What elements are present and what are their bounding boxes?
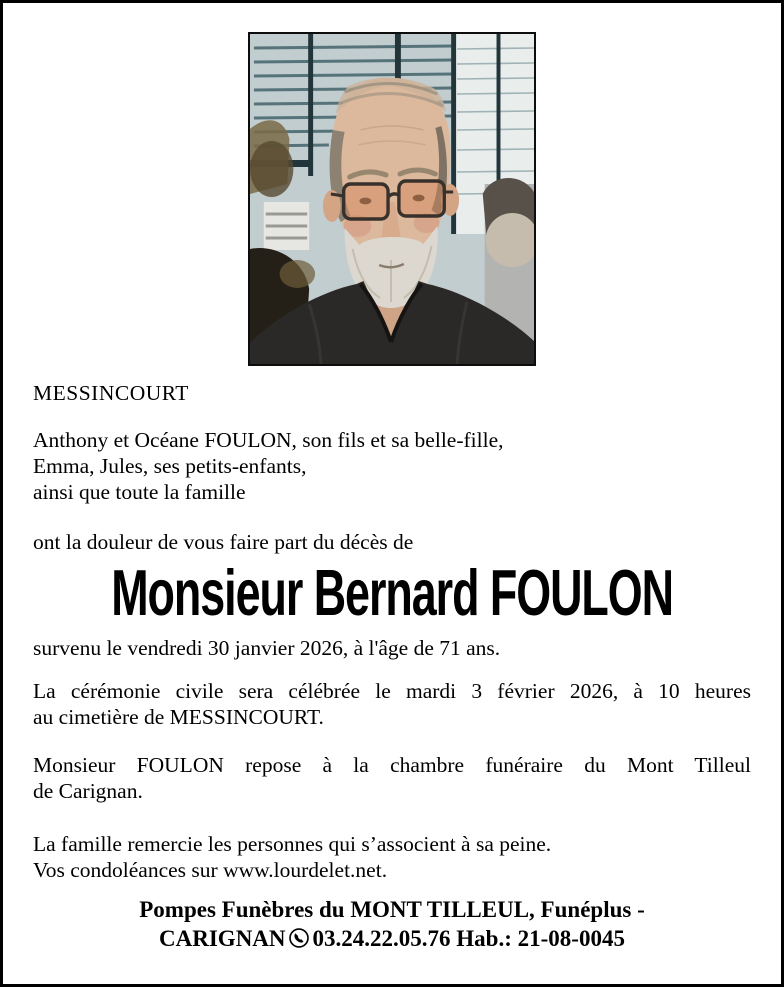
portrait-illustration <box>250 34 534 364</box>
family-line: Anthony et Océane FOULON, son fils et sa belle-fille, <box>33 428 504 452</box>
ceremony-line: au cimetière de MESSINCOURT. <box>33 705 324 729</box>
funeral-home-footer <box>33 895 751 953</box>
funeral-home-contact <box>33 924 751 953</box>
funeral-home-name: Pompes Funèbres du MONT TILLEUL, Funéplus - <box>139 897 645 922</box>
phone-icon <box>288 927 310 949</box>
deceased-name-title: Monsieur Bernard FOULON <box>111 556 673 629</box>
family-line: Emma, Jules, ses petits-enfants, <box>33 454 307 478</box>
family-lines <box>33 427 751 505</box>
license-number: Hab.: 21-08-0045 <box>456 926 625 951</box>
ceremony-line: La cérémonie civile sera célébrée le mardi 3 février 2026, à 10 heures <box>33 679 751 703</box>
thanks-line: La famille remercie les personnes qui s’associent à sa peine. <box>33 832 552 856</box>
repose-line: Monsieur FOULON repose à la chambre funéraire du Mont Tilleul <box>33 753 751 777</box>
ceremony-paragraph <box>33 678 751 730</box>
repose-line: de Carignan. <box>33 779 143 803</box>
portrait-photo <box>248 32 536 366</box>
condolences-line: Vos condoléances sur www.lourdelet.net. <box>33 858 388 882</box>
phone-number: 03.24.22.05.76 <box>312 926 451 951</box>
death-date-text: survenu le vendredi 30 janvier 2026, à l'âge de 71 ans. <box>33 636 501 660</box>
city-label: MESSINCOURT <box>33 381 189 405</box>
repose-paragraph <box>33 752 751 804</box>
thanks-paragraph <box>33 831 751 883</box>
notice-body <box>33 380 751 953</box>
deceased-name-wrap <box>33 558 751 628</box>
funeral-home-city: CARIGNAN <box>159 926 286 951</box>
family-line: ainsi que toute la famille <box>33 480 246 504</box>
intro-text: ont la douleur de vous faire part du décès de <box>33 530 414 554</box>
